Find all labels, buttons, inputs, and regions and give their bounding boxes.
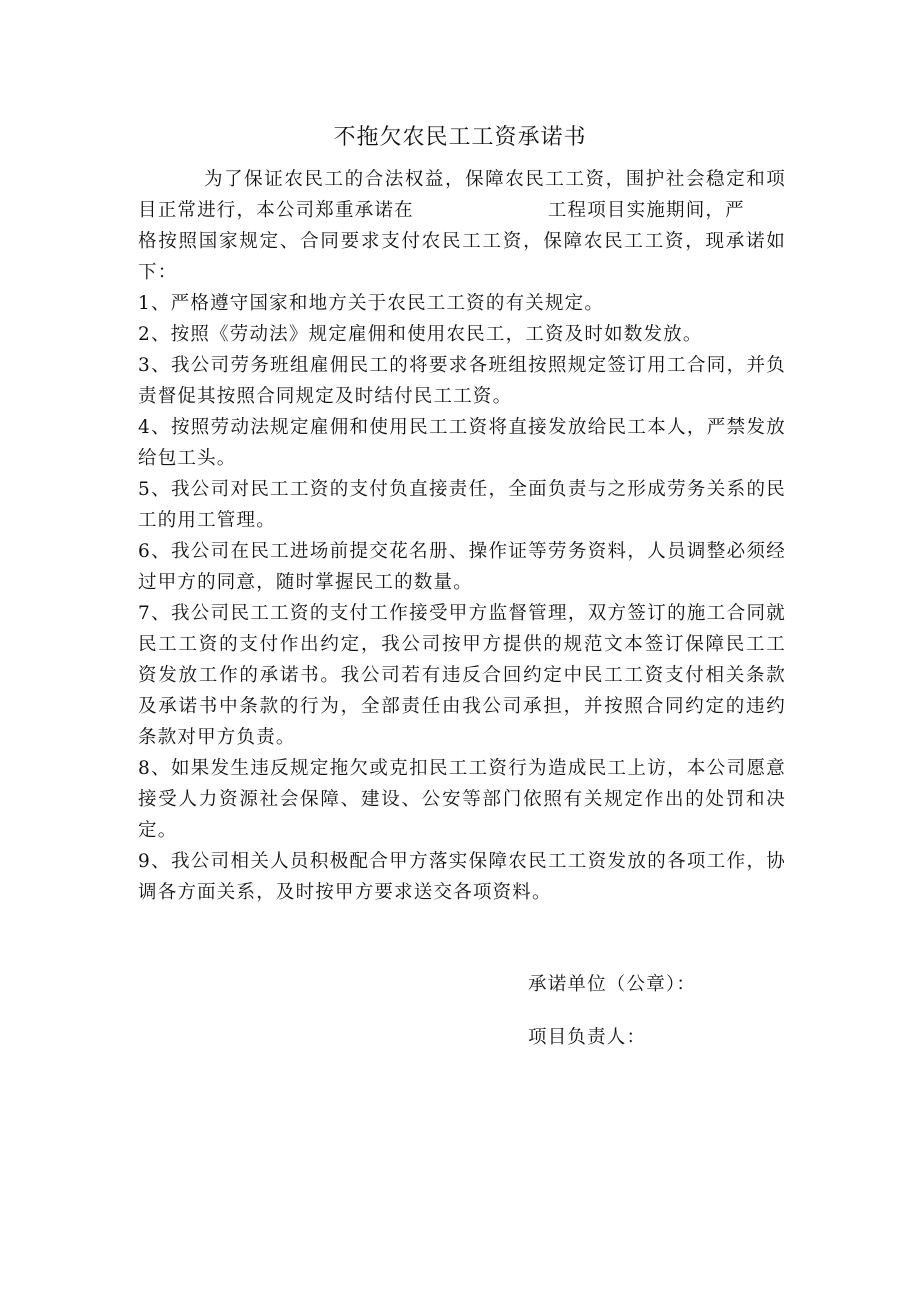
document-body (138, 164, 786, 908)
commitment-item-line: 过甲方的同意，随时掌握民工的数量。 (138, 572, 473, 593)
commitment-item-line: 资发放工作的承诺书。我公司若有违反合回约定中民工工资支付相关条款 (138, 665, 786, 686)
commitment-item-line: 条款对甲方负责。 (138, 727, 296, 748)
intro-text: 工程项目实施期间，严 (547, 200, 745, 221)
commitment-item-line: 9、我公司相关人员积极配合甲方落实保障农民工工资发放的各项工作，协 (138, 851, 786, 872)
intro-line: 格按照国家规定、合同要求支付农民工工资，保障农民工工资，现承诺如 (138, 231, 786, 252)
commitment-item-line: 7、我公司民工工资的支付工作接受甲方监督管理，双方签订的施工合同就 (138, 603, 786, 624)
commitment-item-line: 8、如果发生违反规定拖欠或克扣民工工资行为造成民工上访，本公司愿意 (138, 758, 786, 779)
commitment-item-line: 调各方面关系，及时按甲方要求送交各项资料。 (138, 882, 552, 903)
commitment-item-line: 责督促其按照合同规定及时结付民工工资。 (138, 386, 513, 407)
signature-unit-label: 承诺单位（公章）： (528, 974, 697, 995)
commitment-item-line: 4、按照劳动法规定雇佣和使用民工工资将直接发放给民工本人，严禁发放 (138, 417, 786, 438)
commitment-item-line: 给包工头。 (138, 448, 237, 469)
commitment-item-line: 5、我公司对民工工资的支付负直接责任，全面负责与之形成劳务关系的民 (138, 479, 786, 500)
commitment-item-line: 1、严格遵守国家和地方关于农民工工资的有关规定。 (138, 293, 605, 314)
commitment-item-line: 接受人力资源社会保障、建设、公安等部门依照有关规定作出的处罚和决 (138, 789, 786, 810)
commitment-list (138, 288, 786, 908)
commitment-item-line: 工的用工管理。 (138, 510, 276, 531)
intro-text: 目正常进行，本公司郑重承诺在 (138, 200, 414, 221)
document-title: 不拖欠农民工工资承诺书 (333, 125, 587, 150)
commitment-item-line: 6、我公司在民工进场前提交花名册、操作证等劳务资料，人员调整必须经 (138, 541, 786, 562)
intro-line: 为了保证农民工的合法权益，保障农民工工资，围护社会稳定和项 (204, 169, 786, 190)
signature-manager-label: 项目负责人： (528, 1027, 647, 1048)
intro-line (138, 195, 786, 226)
commitment-item-line: 及承诺书中条款的行为，全部责任由我公司承担，并按照合同约定的违约 (138, 696, 786, 717)
intro-line: 下： (138, 262, 178, 283)
commitment-item-line: 2、按照《劳动法》规定雇佣和使用农民工，工资及时如数发放。 (138, 324, 703, 345)
commitment-item-line: 民工工资的支付作出约定，我公司按甲方提供的规范文本签订保障民工工 (138, 634, 786, 655)
commitment-item-line: 定。 (138, 820, 178, 841)
commitment-item-line: 3、我公司劳务班组雇佣民工的将要求各班组按照规定签订用工合同，并负 (138, 355, 786, 376)
